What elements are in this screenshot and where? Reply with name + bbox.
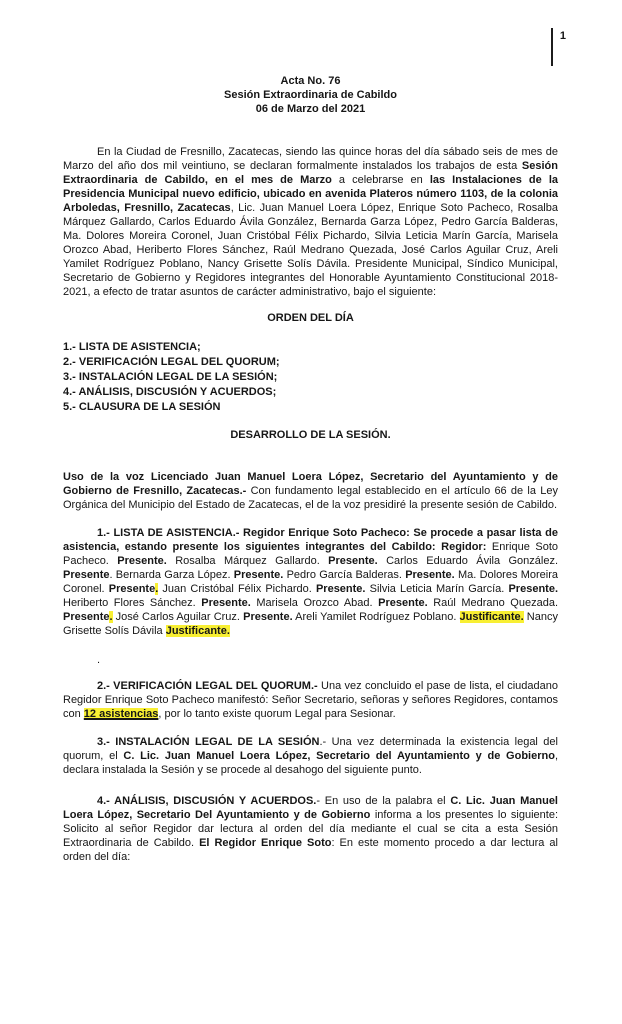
agenda-item-2 — [63, 355, 558, 369]
text-run: , declara instalada la Sesión y se procede al desahogo del siguiente punto. — [63, 750, 559, 776]
text-run: Presente. — [233, 569, 284, 581]
punto-4-analisis-acuerdos — [63, 794, 558, 864]
text-run: Presente — [63, 611, 110, 623]
text-run: Presente. — [201, 597, 251, 609]
text-run: Marisela Orozco Abad. — [250, 597, 379, 609]
punto-1-lista-asistencia — [63, 526, 558, 638]
stray-period-line — [63, 653, 558, 667]
text-run: 2.- VERIFICACIÓN LEGAL DEL QUORUM.- — [97, 680, 318, 692]
highlighted-text-run: . — [109, 611, 113, 623]
title-line-fecha: 06 de Marzo del 2021 — [255, 103, 366, 115]
text-run: Rosalba Márquez Gallardo. — [166, 555, 329, 567]
text-run: Carlos Eduardo Ávila González. — [377, 555, 559, 567]
text-run: : En este momento procedo a dar lectura al orden del día: — [63, 837, 558, 863]
text-run: Juan Cristóbal Félix Pichardo. — [158, 583, 316, 595]
text-run: 4.- ANÁLISIS, DISCUSIÓN Y ACUERDOS. — [97, 795, 317, 807]
text-run: C. Lic. Juan Manuel Loera López, Secretario Del Ayuntamiento y de Gobierno — [63, 795, 558, 821]
agenda-item-3 — [63, 370, 558, 384]
text-run: José Carlos Aguilar Cruz. — [112, 611, 244, 623]
document-title — [63, 74, 558, 116]
text-run: En la Ciudad de Fresnillo, Zacatecas, siendo las quince horas del día sábado seis de mes de Marzo del año dos mil veintiuno, se declaran formalmente instalados los trabajos de esta — [63, 146, 558, 172]
text-run: . Bernarda Garza López. — [109, 569, 234, 581]
text-run: 1.- LISTA DE ASISTENCIA; — [63, 341, 201, 353]
text-run: Heriberto Flores Sánchez. — [63, 597, 202, 609]
text-run: Sesión Extraordinaria de Cabildo, en el mes de Marzo — [63, 160, 558, 186]
text-run: 5.- CLAUSURA DE LA SESIÓN — [63, 401, 221, 413]
text-run: ORDEN DEL DÍA — [267, 312, 354, 324]
text-run: las Instalaciones de la Presidencia Municipal nuevo edificio, ubicado en avenida Plateros número 1103, de la colonia Arboledas, Fresnillo, Zacatecas — [63, 174, 559, 214]
agenda-item-5 — [63, 400, 558, 414]
text-run: . — [97, 654, 101, 666]
text-run: 2.- VERIFICACIÓN LEGAL DEL QUORUM; — [63, 356, 280, 368]
text-run: Presente. — [117, 555, 167, 567]
highlighted-text-run: . — [155, 583, 159, 595]
punto-3-instalacion-legal — [63, 735, 558, 777]
document-content — [63, 0, 558, 864]
text-run: informa a los presentes lo siguiente: Solicito al señor Regidor dar lectura al orden del día mediante el cual se cita a esta Sesión Extraordinaria de Cabildo. — [63, 809, 559, 849]
desarrollo-heading — [63, 428, 558, 442]
text-run: Presente. — [405, 569, 455, 581]
title-line-acta: Acta No. 76 — [280, 75, 341, 87]
title-line-sesion: Sesión Extraordinaria de Cabildo — [224, 89, 397, 101]
highlighted-text-run: 12 asistencias — [83, 708, 159, 720]
uso-de-la-voz-paragraph — [63, 470, 558, 512]
text-run: Presente — [63, 569, 110, 581]
agenda-item-1 — [63, 340, 558, 354]
highlighted-text-run: Justificante. — [165, 625, 230, 637]
text-run: Silvia Leticia Marín García. — [365, 583, 509, 595]
text-run: Pedro García Balderas. — [283, 569, 406, 581]
text-run: Raúl Medrano Quezada. — [427, 597, 558, 609]
text-run: - En uso de la palabra el — [316, 795, 451, 807]
text-run: Uso de la voz Licenciado Juan Manuel Loera López, Secretario del Ayuntamiento y de Gobierno de Fresnillo, Zacatecas.- — [63, 471, 558, 497]
text-run: Presente. — [315, 583, 366, 595]
text-run: DESARROLLO DE LA SESIÓN. — [230, 429, 391, 441]
text-run: Una vez concluido el pase de lista, el ciudadano Regidor Enrique Soto Pacheco manifestó: Señor Secretario, señoras y señores Regidores, contamos con — [63, 680, 558, 720]
text-run: Nancy Grisette Solís Dávila — [63, 611, 558, 637]
orden-del-dia-heading — [63, 311, 558, 325]
text-run: Con fundamento legal establecido en el artículo 66 de la Ley Orgánica del Municipio del Estado de Zacatecas, el de la voz presidiré la presente sesión de Cabildo. — [63, 485, 558, 511]
text-run: C. Lic. Juan Manuel Loera López, Secretario del Ayuntamiento y de Gobierno — [123, 750, 555, 762]
text-run: Presente. — [243, 611, 293, 623]
document-blocks — [63, 145, 558, 864]
text-run: El Regidor Enrique Soto — [199, 837, 332, 849]
text-run: Presente. — [378, 597, 428, 609]
text-run: 3.- INSTALACIÓN LEGAL DE LA SESIÓN — [97, 736, 320, 748]
text-run: , Lic. Juan Manuel Loera López, Enrique Soto Pacheco, Rosalba Márquez Gallardo, Carlos Eduardo Ávila González, Bernarda Garza López, Pedro García Balderas, Ma. Dolores Moreira Coronel, Juan Cristóbal Félix Pichardo, Silvia Leticia Marín García, Marisela Orozco Abad, Heriberto Flores Sánchez, Raúl Medrano Quezada, José Carlos Aguilar Cruz, Areli Yamilet Rodríguez Poblano, Nancy Grisette Solís Dávila. Presidente Municipal, Síndico Municipal, Secretario de Gobierno y Regidores integrantes del Honorable Ayuntamiento Constitucional 2018-2021, a efecto de tratar asuntos de carácter administrativo, bajo el siguiente: — [63, 202, 558, 298]
text-run: 3.- INSTALACIÓN LEGAL DE LA SESIÓN; — [63, 371, 278, 383]
text-run: , por lo tanto existe quorum Legal para Sesionar. — [158, 708, 396, 720]
highlighted-text-run: Justificante. — [459, 611, 524, 623]
text-run: Presente. — [328, 555, 378, 567]
agenda-item-4 — [63, 385, 558, 399]
text-run: Areli Yamilet Rodríguez Poblano. — [292, 611, 460, 623]
text-run: Enrique Soto Pacheco. — [63, 541, 558, 567]
text-run: .- Una vez determinada la existencia legal del quorum, el — [63, 736, 558, 762]
text-run: Presente. — [508, 583, 558, 595]
punto-2-verificacion-quorum — [63, 679, 558, 721]
text-run: 4.- ANÁLISIS, DISCUSIÓN Y ACUERDOS; — [63, 386, 277, 398]
text-run: 1.- LISTA DE ASISTENCIA.- Regidor Enrique Soto Pacheco: Se procede a pasar lista de asistencia, estando presente los siguientes integrantes del Cabildo: Regidor: — [63, 527, 558, 553]
opening-paragraph — [63, 145, 558, 299]
text-run: Presente — [108, 583, 156, 595]
text-run: Ma. Dolores Moreira Coronel. — [63, 569, 559, 595]
text-run: a celebrarse en — [331, 174, 430, 186]
page-number-value: 1 — [559, 30, 566, 42]
